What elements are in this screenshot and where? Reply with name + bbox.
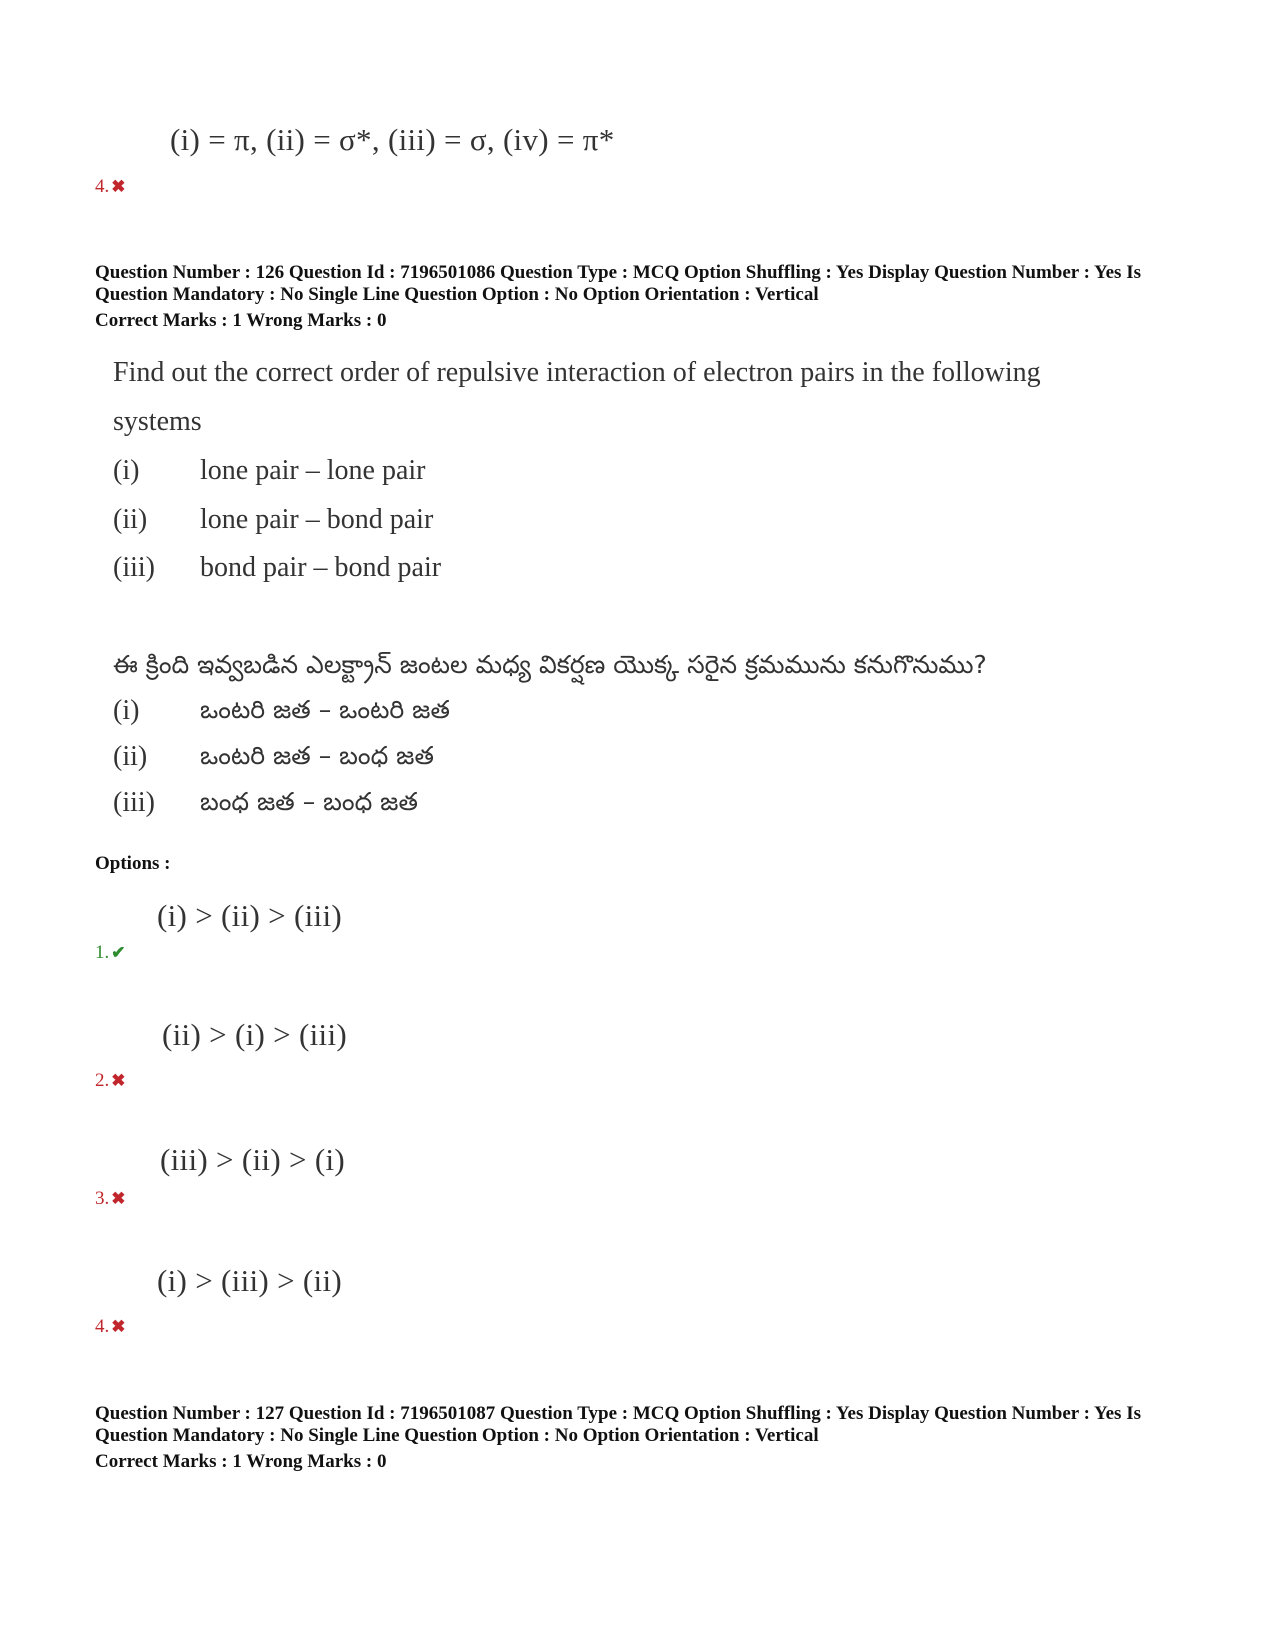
- item-text: ఒంటరి జత – ఒంటరి జత: [200, 695, 450, 724]
- wrong-mark-icon: ✖: [111, 1317, 126, 1336]
- item-number: (iii): [113, 552, 155, 583]
- item-text: lone pair – bond pair: [200, 504, 434, 535]
- option-number-label: 4.: [95, 1316, 110, 1337]
- question-meta-line1: Question Number : 127 Question Id : 7196501087 Question Type : MCQ Option Shuffling : Yes Display Question Number : Yes Is: [95, 1403, 1141, 1424]
- option-1-expression: (i) > (ii) > (iii): [157, 898, 342, 933]
- english-item-2: [113, 504, 433, 536]
- wrong-mark-icon: ✖: [111, 177, 126, 196]
- item-text: lone pair – lone pair: [200, 455, 426, 486]
- question-telugu-line1: ఈ క్రింది ఇవ్వబడిన ఎలక్ట్రాన్ జంటల మధ్య వికర్షణ యొక్క సరైన క్రమమును కనుగొనుము?: [113, 650, 987, 679]
- option-4-expression: (i) > (iii) > (ii): [157, 1263, 342, 1298]
- telugu-item-2: [113, 741, 434, 777]
- option-1[interactable]: [95, 942, 126, 964]
- english-item-1: [113, 455, 425, 487]
- prev-option-number: [95, 176, 126, 198]
- option-number-label: 3.: [95, 1188, 110, 1209]
- options-label: Options :: [95, 853, 171, 874]
- english-item-3: [113, 552, 441, 584]
- option-2-expression: (ii) > (i) > (iii): [162, 1017, 347, 1052]
- option-3-expression: (iii) > (ii) > (i): [160, 1142, 345, 1177]
- item-number: (iii): [113, 787, 155, 818]
- item-text: బంధ జత – బంధ జత: [200, 787, 418, 816]
- question-meta-line2: Question Mandatory : No Single Line Question Option : No Option Orientation : Vertical: [95, 284, 819, 305]
- item-number: (ii): [113, 741, 148, 772]
- option-number-label: 4.: [95, 176, 110, 197]
- item-number: (ii): [113, 504, 148, 535]
- prev-option-math: (i) = π, (ii) = σ*, (iii) = σ, (iv) = π*: [170, 122, 615, 157]
- item-number: (i): [113, 695, 140, 726]
- question-126-meta: [95, 262, 1141, 332]
- question-marks-line: Correct Marks : 1 Wrong Marks : 0: [95, 1451, 387, 1472]
- question-meta-line1: Question Number : 126 Question Id : 7196501086 Question Type : MCQ Option Shuffling : Yes Display Question Number : Yes Is: [95, 262, 1141, 283]
- item-number: (i): [113, 455, 140, 486]
- option-2[interactable]: [95, 1070, 126, 1092]
- question-meta-line2: Question Mandatory : No Single Line Question Option : No Option Orientation : Vertical: [95, 1425, 819, 1446]
- telugu-item-1: [113, 695, 450, 731]
- item-text: bond pair – bond pair: [200, 552, 442, 583]
- telugu-item-3: [113, 787, 418, 823]
- wrong-mark-icon: ✖: [111, 1071, 126, 1090]
- option-3[interactable]: [95, 1188, 126, 1210]
- prev-option-expression: [170, 122, 615, 158]
- question-english-line1: Find out the correct order of repulsive interaction of electron pairs in the following: [113, 357, 1041, 388]
- question-english-line2: systems: [113, 406, 202, 437]
- option-4[interactable]: [95, 1316, 126, 1338]
- option-number-label: 1.: [95, 942, 110, 963]
- option-number-label: 2.: [95, 1070, 110, 1091]
- wrong-mark-icon: ✖: [111, 1189, 126, 1208]
- check-mark-icon: ✔: [111, 943, 126, 962]
- item-text: ఒంటరి జత – బంధ జత: [200, 741, 434, 770]
- question-127-meta: [95, 1403, 1141, 1473]
- question-marks-line: Correct Marks : 1 Wrong Marks : 0: [95, 310, 387, 331]
